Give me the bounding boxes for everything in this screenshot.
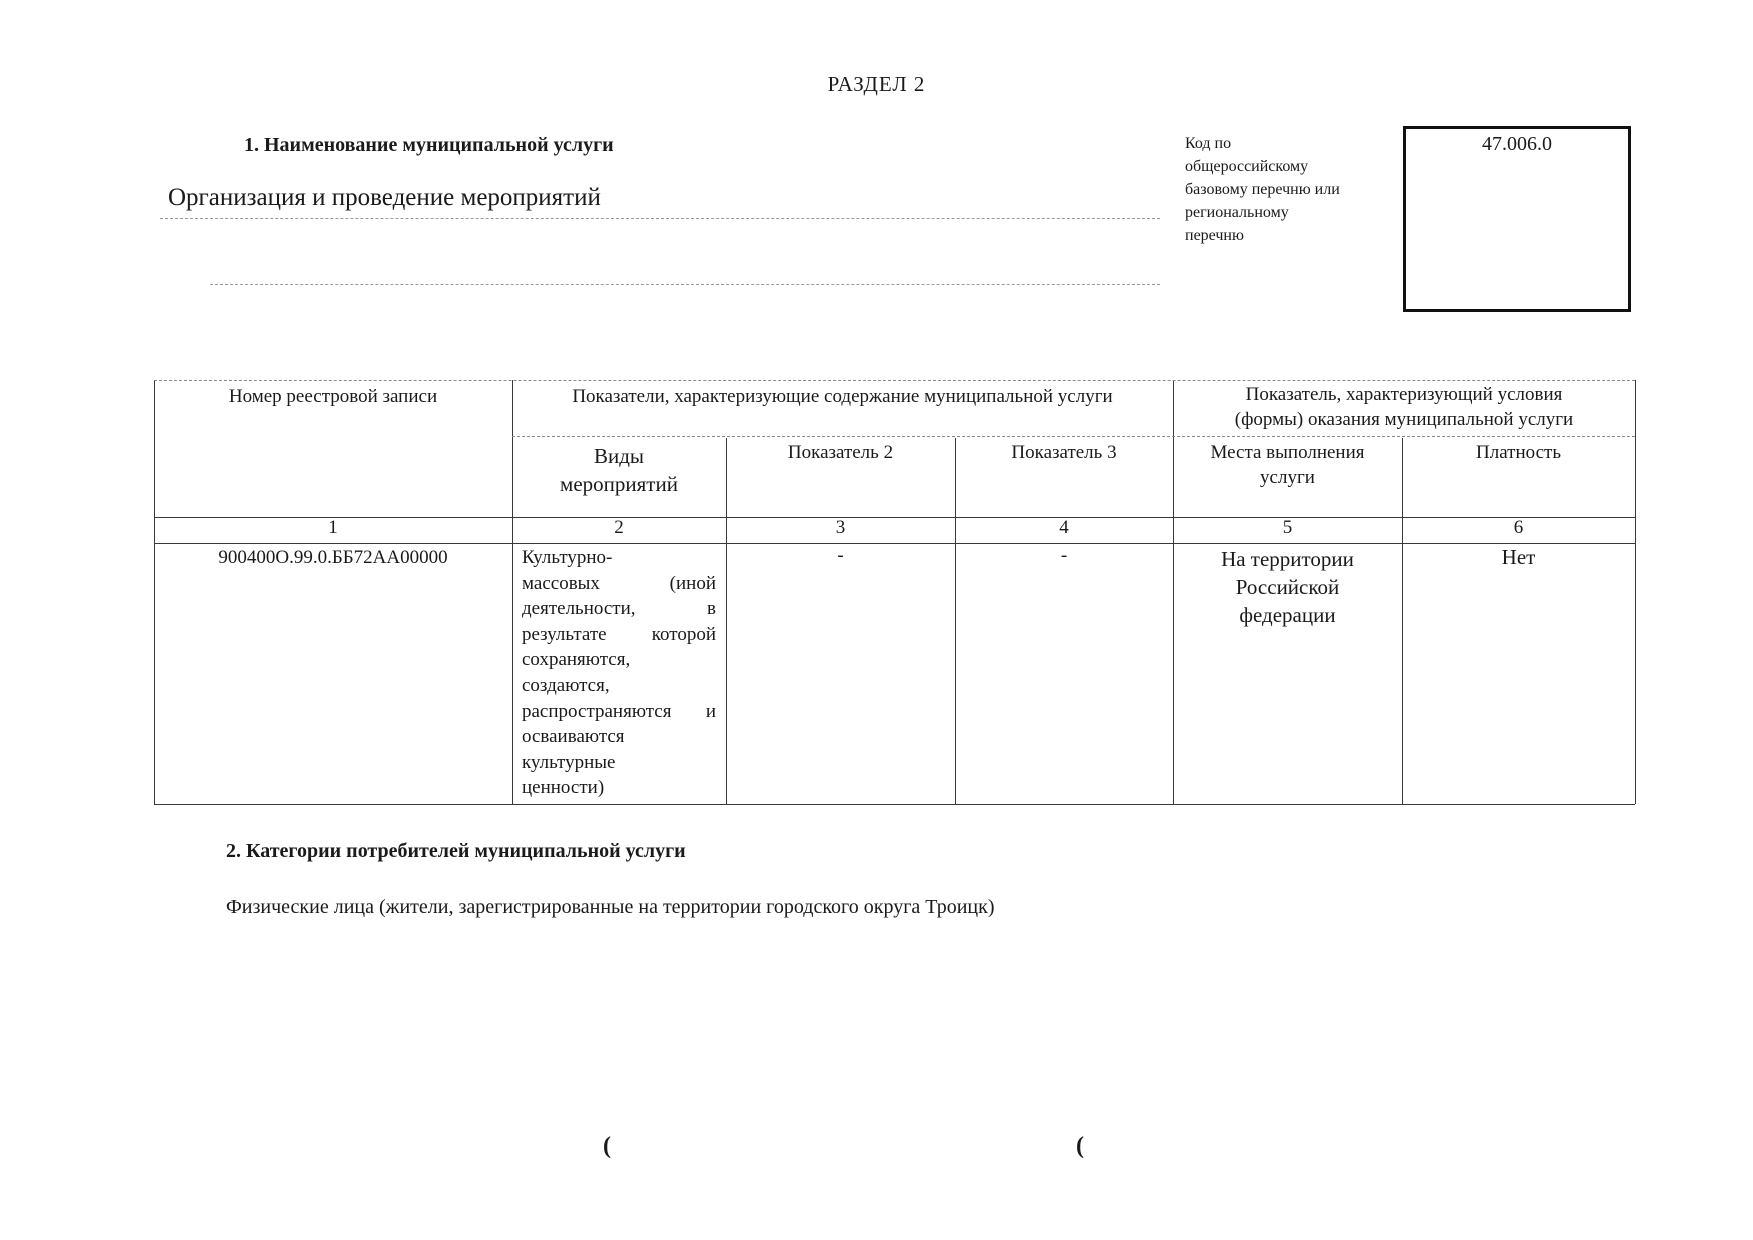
column-number-2: 2 [614, 517, 624, 538]
column-number-5: 5 [1282, 517, 1293, 538]
header-conditions-group: Показатель, характеризующий условия (формы) оказания муниципальной услуги [1234, 384, 1574, 430]
row-indicator-2: - [837, 545, 844, 566]
row-service-place: На территории Российской федерации [1221, 547, 1354, 627]
header-content-group: Показатели, характеризующие содержание муниципальной услуги [572, 386, 1113, 407]
header-indicator-2: Показатель 2 [787, 442, 894, 463]
service-name-heading: 1. Наименование муниципальной услуги [244, 134, 614, 156]
row-indicator-3: - [1060, 545, 1068, 566]
table-bottom-border [154, 804, 1635, 805]
column-number-4: 4 [1059, 517, 1069, 538]
service-name: Организация и проведение мероприятий [168, 184, 601, 211]
code-box [1403, 126, 1631, 312]
table-divider-5 [1402, 438, 1403, 804]
header-service-place: Места выполнения услуги [1210, 442, 1365, 488]
footer-mark-left: ( [603, 1133, 611, 1159]
service-name-underline-2 [210, 284, 1160, 285]
consumer-categories-value: Физические лица (жители, зарегистрированные на территории городского округа Троицк) [226, 896, 995, 918]
header-indicator-3: Показатель 3 [1011, 442, 1117, 463]
table-divider-2 [726, 438, 727, 804]
header-event-types: Виды мероприятий [560, 444, 678, 496]
table-border-left [154, 380, 155, 804]
table-divider-3 [955, 438, 956, 804]
header-paid: Платность [1476, 442, 1561, 463]
footer-mark-right: ( [1076, 1133, 1084, 1159]
consumer-categories-heading: 2. Категории потребителей муниципальной услуги [226, 840, 686, 862]
code-value: 47.006.0 [1482, 133, 1552, 155]
code-label: Код по общероссийскому базовому перечню или региональному перечню [1185, 135, 1340, 244]
row-registry-number: 900400О.99.0.ББ72АА00000 [218, 547, 448, 568]
column-number-3: 3 [835, 517, 846, 538]
section-title: РАЗДЕЛ 2 [827, 72, 926, 96]
service-name-underline [160, 218, 1160, 219]
column-number-6: 6 [1513, 517, 1524, 538]
header-group-divider [512, 436, 1635, 437]
table-top-border [154, 380, 1635, 381]
row-paid: Нет [1501, 545, 1536, 569]
header-registry-number: Номер реестровой записи [228, 386, 438, 407]
table-border-right [1635, 380, 1636, 804]
column-number-1: 1 [328, 517, 338, 538]
row-event-type: Культурно- массовых (иной деятельности, в результате которой сохраняются, создаются, распространяются и осваиваются культурные ценности) [522, 547, 716, 799]
